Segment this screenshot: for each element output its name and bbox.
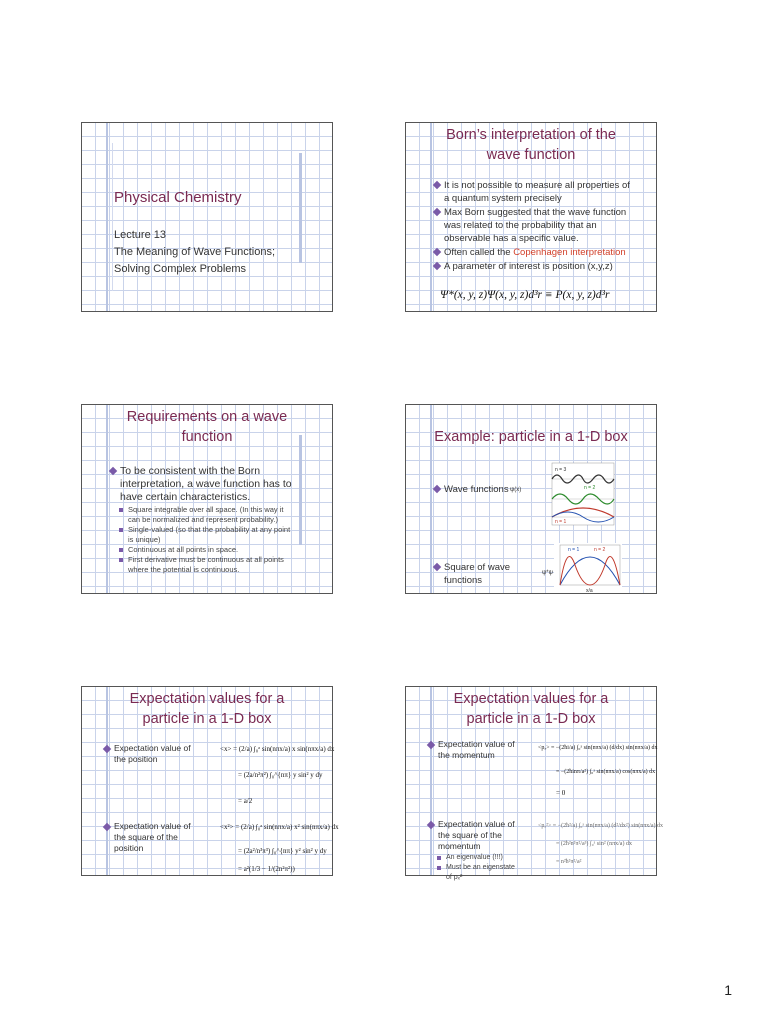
equation-line: <pₓ> = −(2ħi/a) ∫₀ᵃ sin(nπx/a) (d/dx) sin(nπx/a) dx <box>538 745 658 751</box>
slide-heading <box>406 125 656 165</box>
decorative-line <box>299 153 302 263</box>
chart-label: n = 2 <box>584 485 596 491</box>
probability-density-plot <box>554 543 622 593</box>
sub-bullet: Single-valued (so that the probability at any point is unique) <box>108 525 330 545</box>
sub-bullet: Square integrable over all space. (In this way it can be normalized and represent probability.) <box>108 505 330 525</box>
heading-line: particle in a 1-D box <box>466 711 596 727</box>
bullet-item: Often called the Copenhagen interpretation <box>432 246 654 259</box>
page-number: 1 <box>724 982 732 998</box>
slide-subtitle <box>114 227 275 278</box>
equation-line: = −(2ħinπ/a²) ∫₀ᵃ sin(nπx/a) cos(nπx/a) dx <box>556 769 656 775</box>
heading-line: function <box>181 429 233 445</box>
slide-example <box>405 404 657 594</box>
slide-heading: Example: particle in a 1-D box <box>434 429 628 445</box>
heading-line: Born’s interpretation of the <box>446 127 616 143</box>
chart-ylabel: ψ*ψ <box>542 570 553 576</box>
equation-line: = 0 <box>556 789 566 797</box>
slide-expectation-position <box>81 686 339 876</box>
slide-body <box>108 465 330 575</box>
chart-label: n = 1 <box>568 547 580 553</box>
wave-function-plot <box>552 463 614 525</box>
bullet-item: A parameter of interest is position (x,y,z) <box>432 260 654 273</box>
bullet-item: Square of wave functions <box>432 561 510 587</box>
sub-bullet: Continuous at all points in space. <box>108 545 330 555</box>
slide-body <box>432 483 509 497</box>
sub-bullet: First derivative must be continuous at all points where the potential is continuous. <box>108 555 330 575</box>
highlight-term: Copenhagen interpretation <box>513 247 626 258</box>
chart-xlabel: x/a <box>586 588 593 594</box>
slide-requirements <box>81 404 333 594</box>
slide-expectation-momentum <box>405 686 664 881</box>
bullet-item: Expectation value of the square of the position <box>102 821 191 854</box>
bullet-item: Expectation value of the square of the momentum <box>426 819 515 852</box>
chart-label: n = 1 <box>555 519 567 525</box>
slide-title-text: Physical Chemistry <box>114 189 242 206</box>
heading-line: Expectation values for a <box>453 691 609 707</box>
slide-heading <box>406 689 656 729</box>
equation-line: <x> = (2/a) ∫₀ᵃ sin(nπx/a) x sin(nπx/a) dx <box>220 745 335 753</box>
slide-body <box>432 561 510 588</box>
heading-line: particle in a 1-D box <box>142 711 272 727</box>
sub-bullet: Must be an eigenstate of pₓ² <box>426 863 515 883</box>
decorative-line <box>112 143 113 291</box>
slide-body <box>426 819 515 883</box>
equation-line: = (2a²/n³π³) ∫₀^{nπ} y² sin² y dy <box>238 847 327 855</box>
slide-title <box>81 122 333 312</box>
slide-heading <box>82 689 332 729</box>
chart-label: n = 2 <box>594 547 606 553</box>
bullet-item: To be consistent with the Born interpretation, a wave function has to have certain characteristics. <box>108 465 330 504</box>
slide-body <box>432 179 654 274</box>
sub-bullet: An eigenvalue (!!!) <box>426 853 515 863</box>
bullet-item: Max Born suggested that the wave function was related to the probability that an observable has a specific value. <box>432 206 654 245</box>
subtitle-line: Solving Complex Problems <box>114 263 247 275</box>
slide-heading <box>82 407 332 447</box>
born-equation: Ψ*(x, y, z)Ψ(x, y, z)d³r ≡ P(x, y, z)d³r <box>440 289 610 301</box>
slide-born <box>405 122 657 312</box>
equation-line: = n²ħ²π²/a² <box>556 859 582 865</box>
subtitle-line: Lecture 13 <box>114 229 166 241</box>
equation-line: = a²(1/3 − 1/(2n²π²)) <box>238 865 295 873</box>
subtitle-line: The Meaning of Wave Functions; <box>114 246 276 258</box>
bullet-item: It is not possible to measure all properties of a quantum system precisely <box>432 179 654 205</box>
equation-line: <x²> = (2/a) ∫₀ᵃ sin(nπx/a) x² sin(nπx/a) dx <box>220 823 339 831</box>
heading-line: wave function <box>486 147 576 163</box>
equation-line: = a/2 <box>238 797 253 805</box>
bullet-item: Expectation value of the momentum <box>426 739 515 761</box>
slide-body <box>102 743 191 766</box>
heading-line: Expectation values for a <box>129 691 285 707</box>
equation-line: = (2a/n²π²) ∫₀^{nπ} y sin² y dy <box>238 771 323 779</box>
chart-label: n = 3 <box>555 467 567 473</box>
chart-ylabel: ψ(x) <box>510 487 522 493</box>
equation-line: = (2ħ²n²π²/a³) ∫₀ᵃ sin² (nπx/a) dx <box>556 841 632 847</box>
bullet-item: Expectation value of the position <box>102 743 191 765</box>
decorative-line <box>106 123 108 311</box>
heading-line: Requirements on a wave <box>126 409 288 425</box>
equation-line: <pₓ²> = −(2ħ²/a) ∫₀ᵃ sin(nπx/a) (d²/dx²) sin(nπx/a) dx <box>538 823 664 829</box>
slide-body <box>102 821 191 855</box>
slide-body <box>426 739 515 762</box>
bullet-item: Wave functions <box>432 483 509 496</box>
